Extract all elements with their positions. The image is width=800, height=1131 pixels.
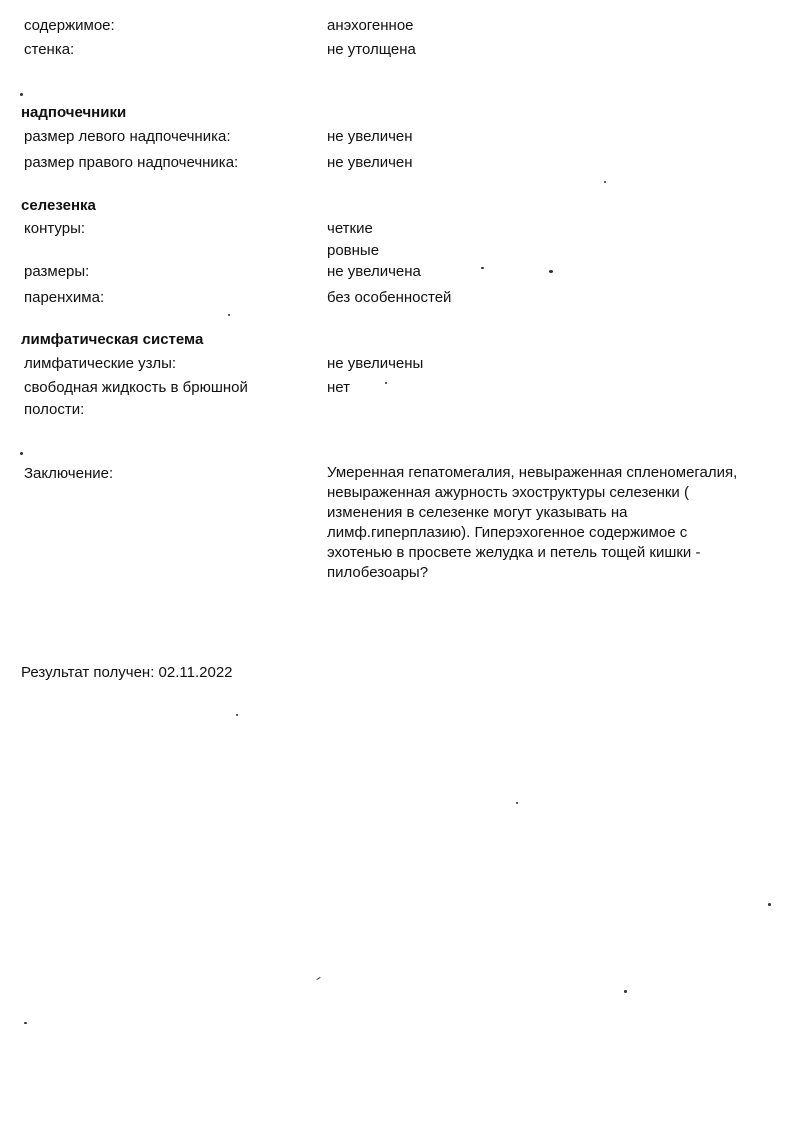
section-title-spleen: селезенка: [21, 197, 96, 214]
field-label: паренхима:: [24, 289, 105, 306]
field-row: [24, 261, 784, 283]
field-value: не утолщена: [327, 41, 416, 58]
scan-speck: [549, 270, 553, 273]
conclusion-label: Заключение:: [24, 465, 114, 482]
field-row: [24, 377, 784, 421]
section-title-adrenals: надпочечники: [21, 104, 127, 121]
field-label: размер левого надпочечника:: [24, 128, 231, 145]
scan-speck: [604, 181, 606, 183]
field-value: анэхогенное: [327, 17, 414, 34]
result-date: Результат получен: 02.11.2022: [21, 664, 233, 681]
field-row: [24, 126, 784, 148]
scan-speck: [516, 802, 518, 804]
field-row: [24, 287, 784, 309]
field-value: не увеличен: [327, 128, 413, 145]
scan-speck: [385, 382, 387, 384]
section-title-lymph: лимфатическая система: [21, 331, 204, 348]
field-label: содержимое:: [24, 17, 115, 34]
scan-speck: [316, 977, 321, 981]
conclusion-line: лимф.гиперплазию). Гиперэхогенное содержимое с: [327, 524, 688, 541]
conclusion-line: изменения в селезенке могут указывать на: [327, 504, 628, 521]
scan-speck: [20, 452, 23, 455]
field-value: [327, 218, 777, 262]
scan-speck: [20, 93, 23, 96]
field-label: размер правого надпочечника:: [24, 154, 239, 171]
field-value: не увеличена: [327, 263, 421, 280]
scan-speck: [624, 990, 627, 993]
field-label: контуры:: [24, 220, 86, 237]
value-line: ровные: [327, 242, 380, 259]
scan-speck: [236, 714, 238, 716]
field-row: [24, 353, 784, 375]
field-value: не увеличен: [327, 154, 413, 171]
value-line: четкие: [327, 220, 373, 237]
field-row: [24, 152, 784, 174]
field-value: без особенностей: [327, 289, 452, 306]
field-row: [24, 218, 784, 262]
scan-speck: [24, 1022, 27, 1024]
field-label: [24, 377, 327, 421]
conclusion-line: пилобезоары?: [327, 564, 429, 581]
field-row: [24, 39, 784, 61]
scan-speck: [228, 314, 230, 316]
conclusion-line: невыраженная ажурность эхоструктуры селезенки (: [327, 484, 689, 501]
conclusion-line: Умеренная гепатомегалия, невыраженная спленомегалия,: [327, 464, 738, 481]
label-line: полости:: [24, 401, 85, 418]
field-row: [24, 15, 784, 37]
conclusion-line: эхотенью в просвете желудка и петель тощей кишки -: [327, 544, 701, 561]
field-label: размеры:: [24, 263, 90, 280]
conclusion-row: [24, 463, 784, 583]
field-value: нет: [327, 379, 350, 396]
scan-speck: [481, 267, 484, 269]
scan-speck: [768, 903, 771, 906]
field-label: лимфатические узлы:: [24, 355, 177, 372]
field-label: стенка:: [24, 41, 75, 58]
label-line: свободная жидкость в брюшной: [24, 379, 248, 396]
conclusion-text: [327, 463, 777, 583]
field-value: не увеличены: [327, 355, 424, 372]
